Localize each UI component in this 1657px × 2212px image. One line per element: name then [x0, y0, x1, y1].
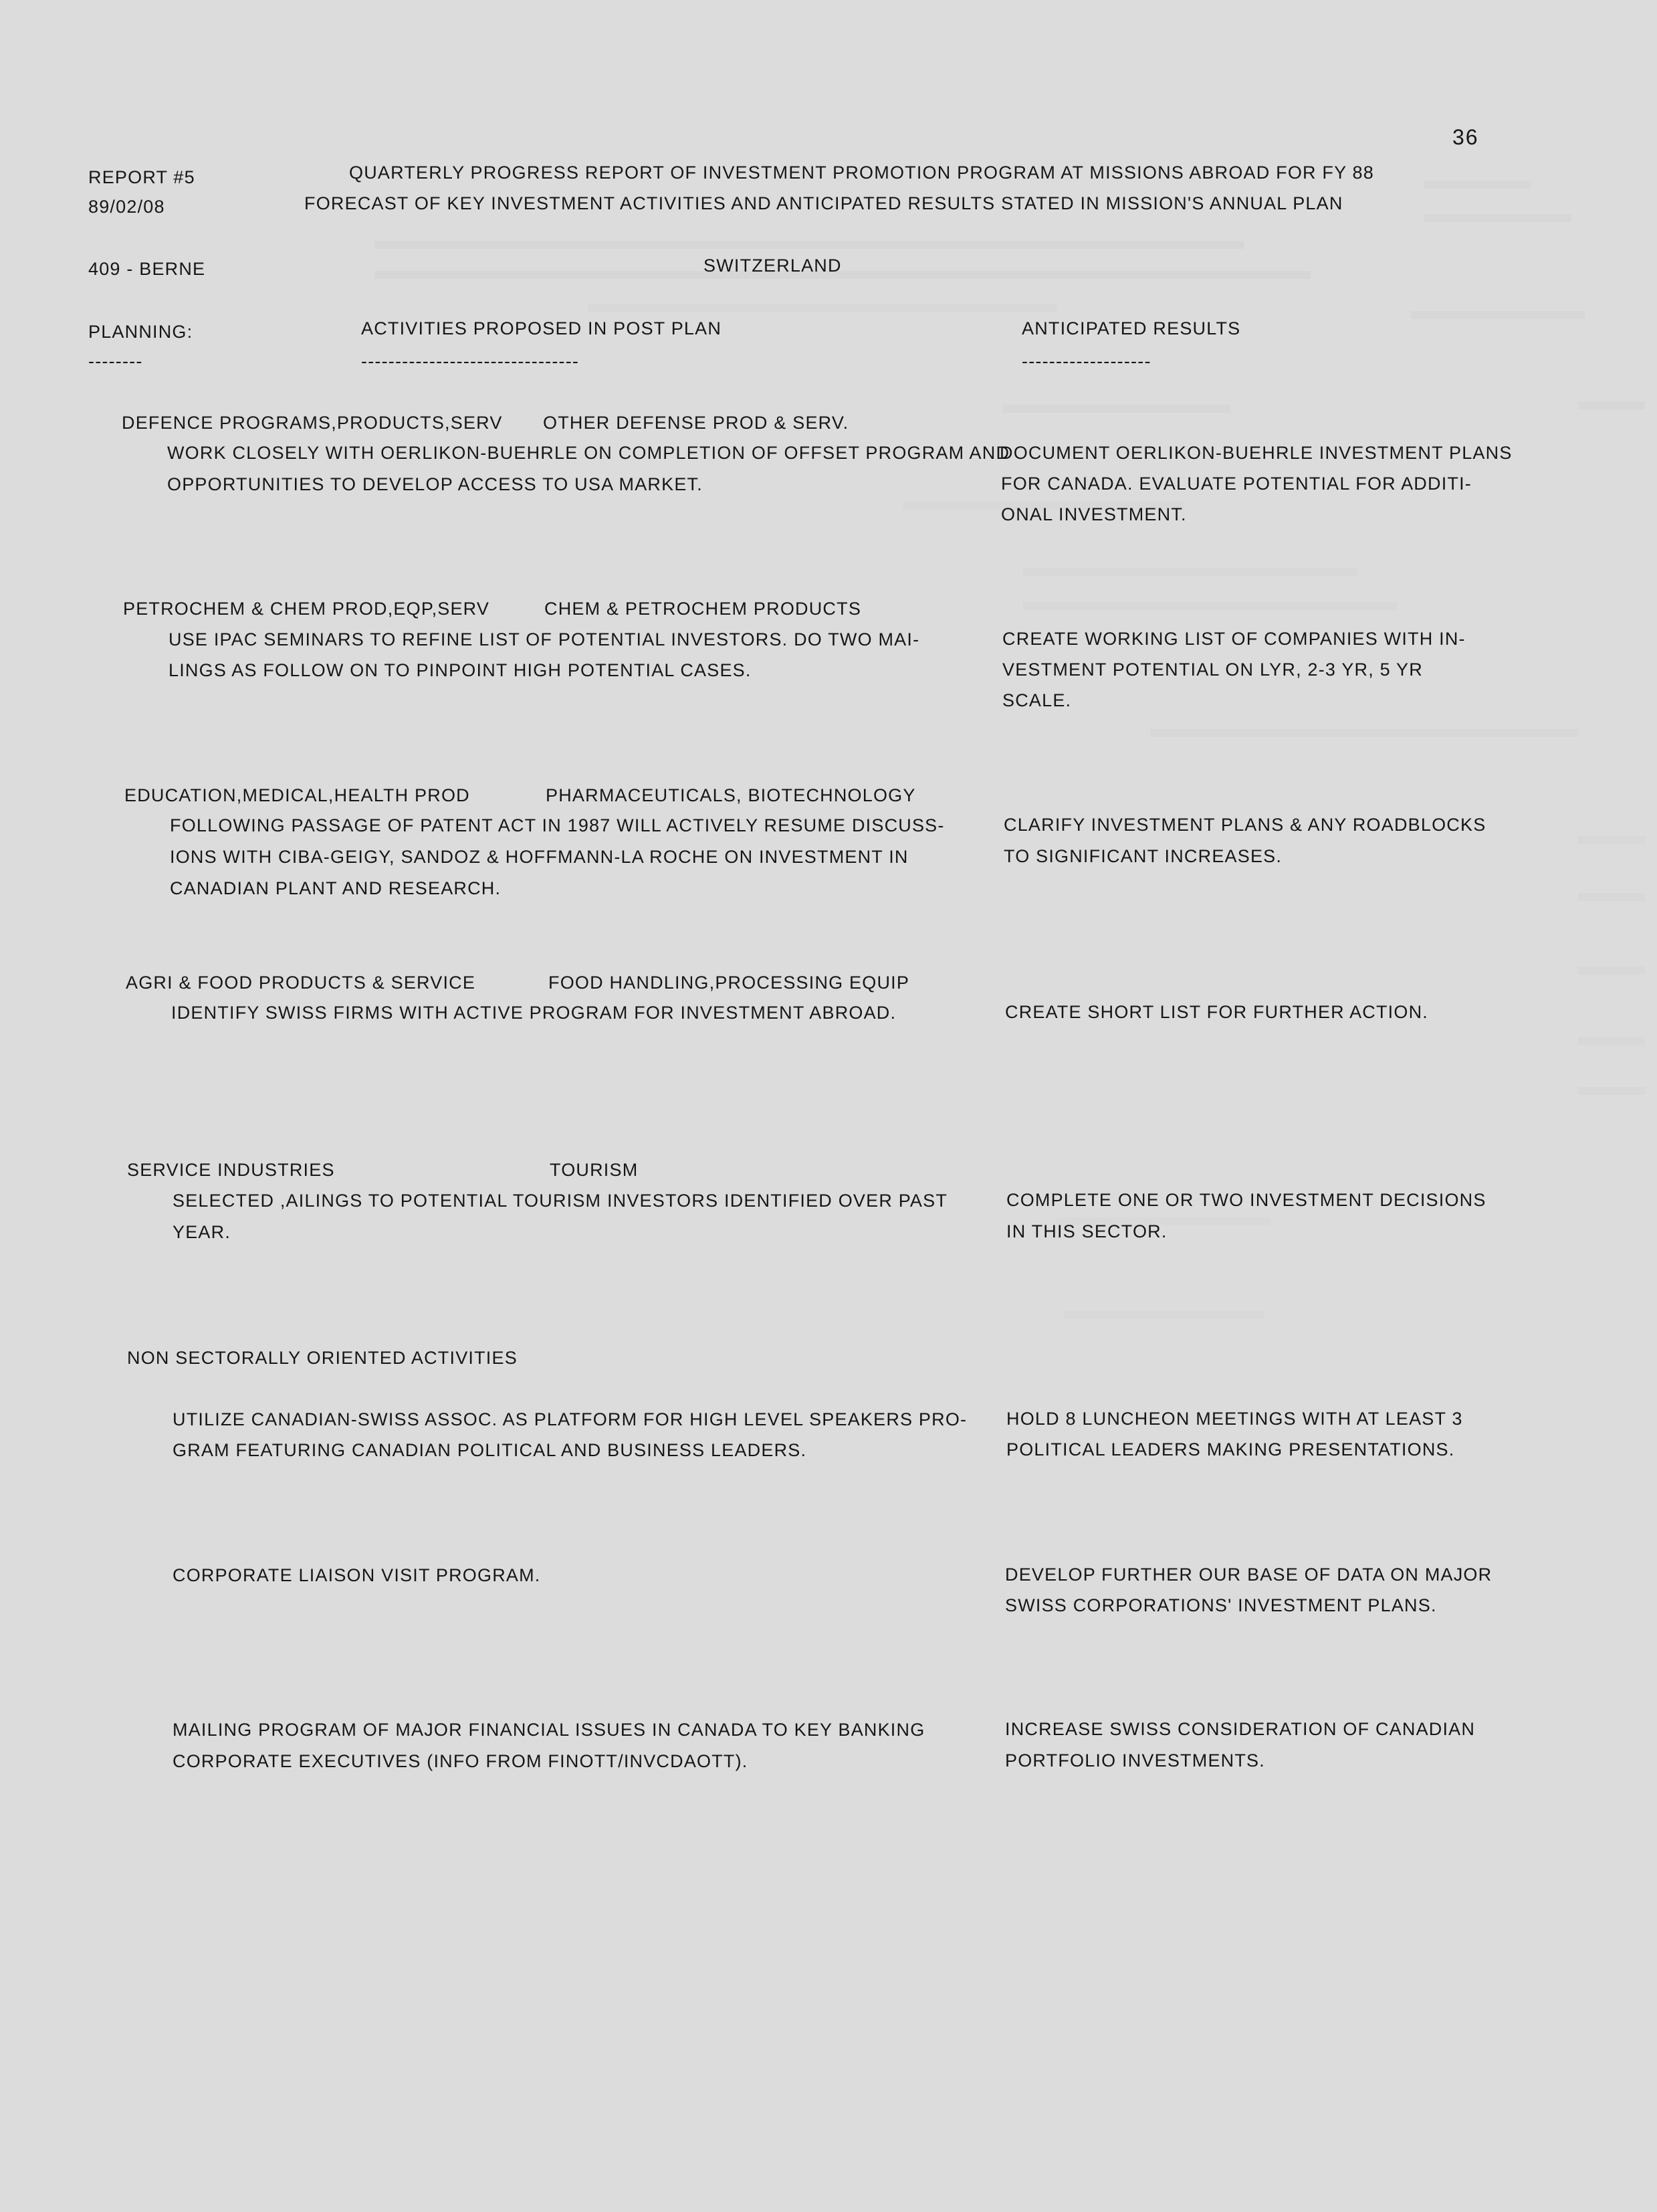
report-number: REPORT #5 — [88, 167, 195, 187]
activity-line: MAILING PROGRAM OF MAJOR FINANCIAL ISSUES IN CANADA TO KEY BANKING — [173, 1720, 925, 1740]
report-title-line-2: FORECAST OF KEY INVESTMENT ACTIVITIES AND ANTICIPATED RESULTS STATED IN MISSION'S ANNUAL PLAN — [304, 193, 1343, 213]
activity-line: OPPORTUNITIES TO DEVELOP ACCESS TO USA MARKET. — [167, 474, 703, 494]
activity-line: CANADIAN PLANT AND RESEARCH. — [170, 878, 502, 898]
result-line: IN THIS SECTOR. — [1006, 1221, 1168, 1241]
planning-column-header: PLANNING: — [88, 322, 193, 342]
result-line: TO SIGNIFICANT INCREASES. — [1004, 846, 1283, 866]
result-line: FOR CANADA. EVALUATE POTENTIAL FOR ADDITI- — [1001, 474, 1472, 494]
activity-line: FOLLOWING PASSAGE OF PATENT ACT IN 1987 WILL ACTIVELY RESUME DISCUSS- — [170, 815, 945, 835]
activity-line: UTILIZE CANADIAN-SWISS ASSOC. AS PLATFORM FOR HIGH LEVEL SPEAKERS PRO- — [173, 1409, 968, 1429]
activities-underline: -------------------------------- — [361, 351, 580, 371]
result-line: SWISS CORPORATIONS' INVESTMENT PLANS. — [1005, 1595, 1437, 1615]
result-line: SCALE. — [1002, 690, 1072, 710]
result-line: ONAL INVESTMENT. — [1001, 504, 1187, 524]
activity-line: LINGS AS FOLLOW ON TO PINPOINT HIGH POTENTIAL CASES. — [169, 660, 752, 680]
sector-label: AGRI & FOOD PRODUCTS & SERVICE — [126, 973, 476, 993]
subsector-label: TOURISM — [550, 1160, 639, 1180]
planning-underline: -------- — [88, 351, 143, 371]
sector-label: EDUCATION,MEDICAL,HEALTH PROD — [124, 785, 470, 805]
sector-label: DEFENCE PROGRAMS,PRODUCTS,SERV — [122, 413, 503, 433]
subsector-label: CHEM & PETROCHEM PRODUCTS — [544, 599, 862, 619]
result-line: CLARIFY INVESTMENT PLANS & ANY ROADBLOCKS — [1004, 815, 1486, 835]
subsector-label: OTHER DEFENSE PROD & SERV. — [543, 413, 849, 433]
result-line: DEVELOP FURTHER OUR BASE OF DATA ON MAJOR — [1005, 1565, 1493, 1585]
activity-line: SELECTED ,AILINGS TO POTENTIAL TOURISM INVESTORS IDENTIFIED OVER PAST — [173, 1191, 948, 1211]
result-line: HOLD 8 LUNCHEON MEETINGS WITH AT LEAST 3 — [1006, 1409, 1463, 1429]
country-name: SWITZERLAND — [703, 256, 842, 276]
activity-line: GRAM FEATURING CANADIAN POLITICAL AND BUSINESS LEADERS. — [173, 1440, 807, 1460]
activity-line: IONS WITH CIBA-GEIGY, SANDOZ & HOFFMANN-LA ROCHE ON INVESTMENT IN — [170, 847, 909, 867]
activities-column-header: ACTIVITIES PROPOSED IN POST PLAN — [361, 318, 722, 338]
report-date: 89/02/08 — [88, 197, 165, 217]
subsector-label: FOOD HANDLING,PROCESSING EQUIP — [548, 973, 910, 993]
report-title-line-1: QUARTERLY PROGRESS REPORT OF INVESTMENT PROMOTION PROGRAM AT MISSIONS ABROAD FOR FY 88 — [349, 163, 1374, 183]
subsector-label: PHARMACEUTICALS, BIOTECHNOLOGY — [546, 785, 916, 805]
results-column-header: ANTICIPATED RESULTS — [1022, 318, 1241, 338]
result-line: VESTMENT POTENTIAL ON LYR, 2-3 YR, 5 YR — [1002, 660, 1423, 680]
activity-line: IDENTIFY SWISS FIRMS WITH ACTIVE PROGRAM FOR INVESTMENT ABROAD. — [171, 1003, 897, 1023]
activity-line: CORPORATE LIAISON VISIT PROGRAM. — [173, 1565, 541, 1585]
non-sectoral-heading: NON SECTORALLY ORIENTED ACTIVITIES — [127, 1348, 518, 1368]
activity-line: YEAR. — [173, 1222, 231, 1242]
result-line: CREATE WORKING LIST OF COMPANIES WITH IN- — [1002, 629, 1466, 649]
result-line: COMPLETE ONE OR TWO INVESTMENT DECISIONS — [1006, 1190, 1486, 1210]
result-line: POLITICAL LEADERS MAKING PRESENTATIONS. — [1006, 1439, 1455, 1460]
activity-line: USE IPAC SEMINARS TO REFINE LIST OF POTENTIAL INVESTORS. DO TWO MAI- — [169, 629, 920, 649]
result-line: PORTFOLIO INVESTMENTS. — [1005, 1750, 1265, 1771]
sector-label: SERVICE INDUSTRIES — [127, 1160, 335, 1180]
result-line: CREATE SHORT LIST FOR FURTHER ACTION. — [1005, 1002, 1428, 1022]
activity-line: WORK CLOSELY WITH OERLIKON-BUEHRLE ON COMPLETION OF OFFSET PROGRAM AND — [167, 443, 1010, 463]
post-name: 409 - BERNE — [88, 259, 206, 279]
result-line: INCREASE SWISS CONSIDERATION OF CANADIAN — [1005, 1719, 1476, 1739]
sector-label: PETROCHEM & CHEM PROD,EQP,SERV — [123, 599, 490, 619]
page-number: 36 — [1452, 125, 1479, 149]
results-underline: ------------------- — [1022, 351, 1151, 371]
activity-line: CORPORATE EXECUTIVES (INFO FROM FINOTT/INVCDAOTT). — [173, 1751, 748, 1771]
result-line: DOCUMENT OERLIKON-BUEHRLE INVESTMENT PLANS — [1000, 443, 1513, 463]
